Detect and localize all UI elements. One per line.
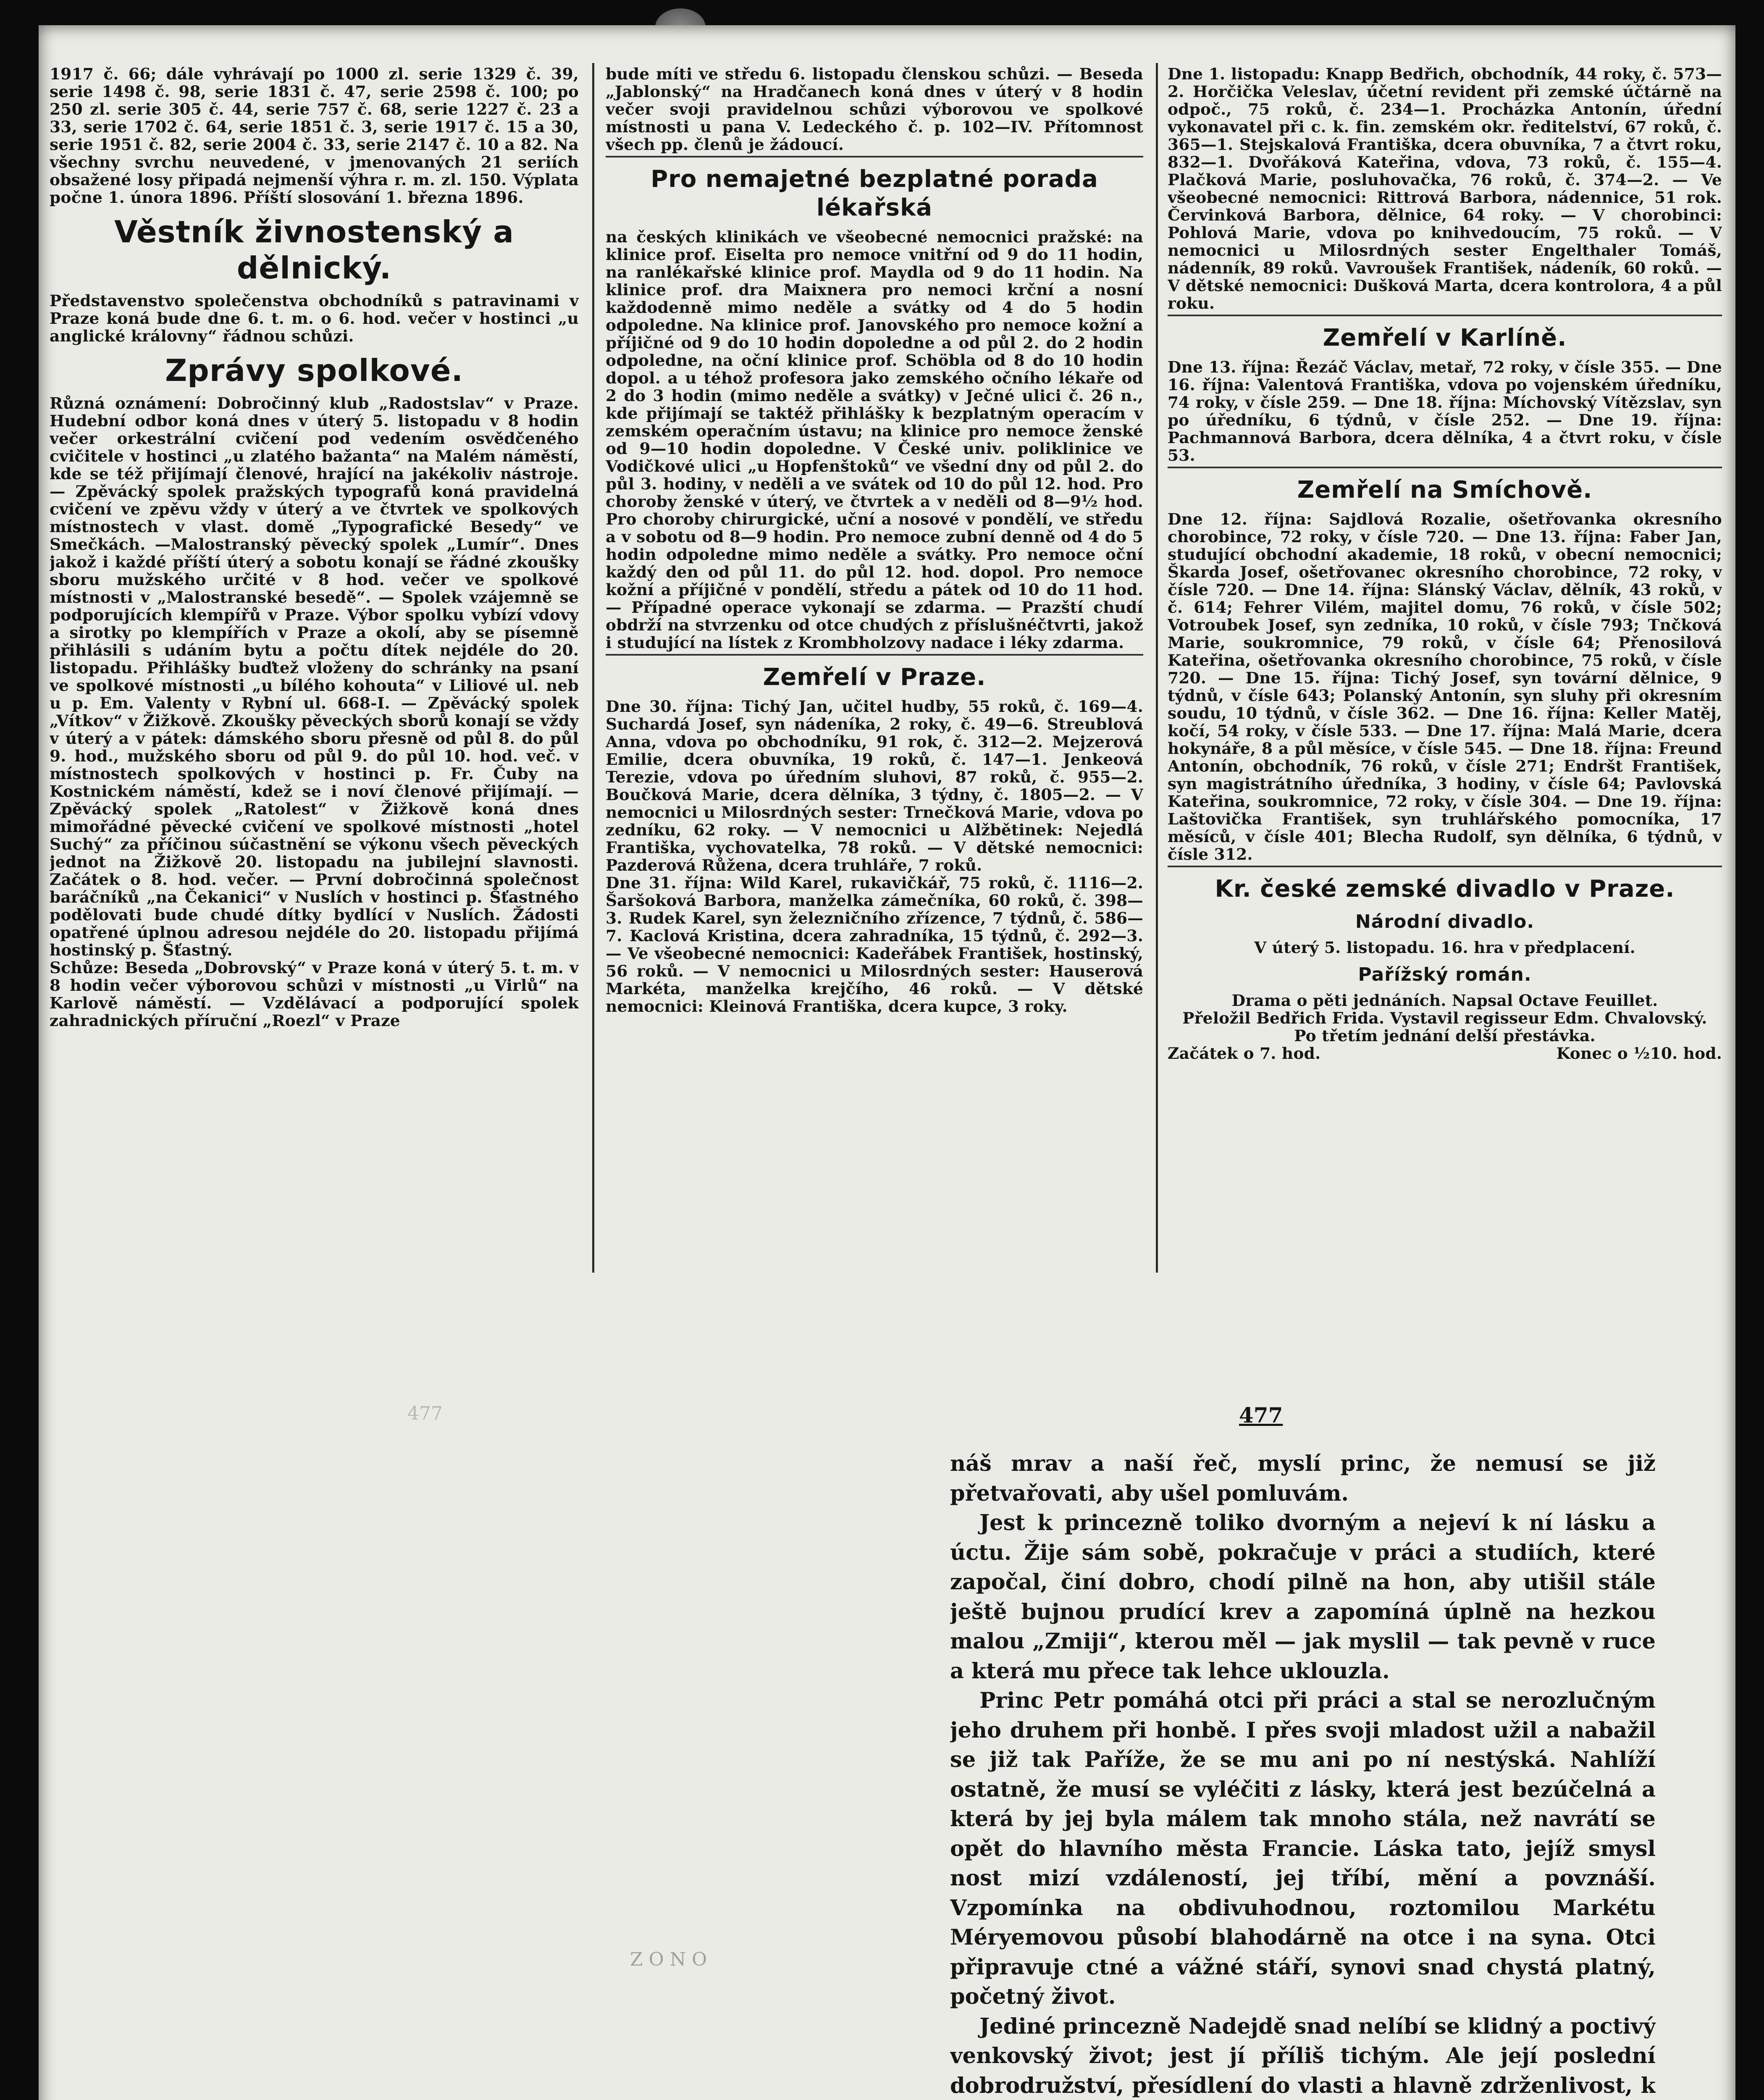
divider	[1168, 866, 1722, 867]
heading-play-title: Pařížský román.	[1358, 964, 1532, 985]
divider	[1168, 315, 1722, 316]
vestnik-paragraph: Představenstvo společenstva obchodníků s patravinami v Praze koná bude dne 6. t. m. o 6. hod. večer v hostinci „u anglické královny“ řádnou schůzi.	[50, 291, 579, 345]
clinic-paragraph: na českých klinikách ve všeobecné nemocnici pražské: na klinice prof. Eiselta pro nemoce vnitřní od 9 do 11 hodin, na ranlékařské klinice prof. Maydla od 9 do 11 hodin. Na klinice prof. dra Maixnera pro nemoci krční a nosní každodenně mimo neděle a svátky od 4 do 5 hodin odpoledne. Na klinice prof. Janovského pro nemoce kožní a příjičné od 9 do 10 hodin dopoledne a od půl 2. do 2 hodin odpoledne, na oční klinice prof. Schöbla od 8 do 10 hodin dopol. a u téhož profesora jako zemského očního lékaře od 2 do 3 hodin (mimo neděle a svátky) v Ječné ulici č. 26 n., kde přijímají se taktéž přihlášky k bezplatným operacím v zemském operačním ústavu; na klinice pro nemoce ženské od 9—10 hodin dopoledne. V České univ. poliklinice ve Vodičkové ulici „u Hopfenštoků“ ve všední dny od půl 2. do půl 3. hodiny, v neděli a ve svátek od 10 do půl 12. hod. Pro choroby ženské v úterý, ve čtvrtek a v neděli od 8—9½ hod. Pro choroby chirurgické, uční a nosové v pondělí, ve středu a v sobotu od 8—9 hodin. Pro nemoce zubní denně od 4 do 5 hodin odpoledne mimo neděle a svátky. Pro nemoce oční každý den od půl 11. do půl 12. hod. dopol. Pro nemoce kožní a příjičné v pondělí, středu a pátek od 10 do 11 hod. — Případné operace vykonají se zdarma. — Prazští chudí obdrží na stvrzenku od otce chudých z příslušnéčtvrti, jakož i studující na lístek z Krombholzovy nadace i léky zdarma.	[606, 228, 1143, 652]
bleed-through-mark: ZONO	[630, 1949, 713, 1970]
meetings-continued: bude míti ve středu 6. listopadu členskou schůzi. — Beseda „Jablonský“ na Hradčanech koná dnes v úterý v 8 hodin večer svoji pravidelnou schůzi výborovou ve spolkové místnosti u pana V. Ledeckého č. p. 102—IV. Přítomnost všech pp. členů je žádoucí.	[606, 65, 1143, 154]
story-paragraph: Jest k princezně toliko dvorným a nejeví k ní lásku a úctu. Žije sám sobě, pokračuje v práci a studiích, které započal, činí dobro, chodí pilně na hon, aby utišil stále ještě bujnou prudící krev a zapomíná úplně na hezkou malou „Zmiji“, kterou měl — jak myslil — tak pevně v ruce a která mu přece tak lehce uklouzla.	[950, 1510, 1656, 1684]
divider	[606, 654, 1143, 656]
heading-porada-lekarska: Pro nemajetné bezplatné porada lékařská	[651, 165, 1098, 221]
theatre-intermission: Po třetím jednání delší přestávka.	[1294, 1026, 1596, 1045]
theatre-start: Začátek o 7. hod.	[1168, 1044, 1321, 1063]
theatre-times	[1168, 1045, 1722, 1062]
deaths-karlin: Dne 13. října: Řezáč Václav, metař, 72 roky, v čísle 355. — Dne 16. října: Valentová Františka, vdova po vojenském úředníku, 74 roky, v čísle 259. — Dne 18. října: Míchovský Vítězslav, syn po úředníku, 6 týdnů, v čísle 252. — Dne 19. října: Pachmannová Barbora, dcera dělníka, 4 a čtvrt roku, v čísle 53.	[1168, 358, 1722, 465]
story-text	[950, 1449, 1656, 2100]
page-number: 477	[1239, 1403, 1283, 1428]
column-2	[606, 65, 1143, 1270]
heading-divadlo: Kr. české zemské divadlo v Praze.	[1215, 875, 1675, 903]
societies-paragraph: Různá oznámení: Dobročinný klub „Radostslav“ v Praze. Hudební odbor koná dnes v úterý 5. listopadu v 8 hodin večer orkestrální cvičení pod vedením osvědčeného cvičitele v hostinci „u zlatého bažanta“ na Malém náměstí, kde se též přijímají členové, hrající na jakékoliv nástroje. — Zpěvácký spolek pražských typografů koná pravidelná cvičení ve zpěvu vždy v úterý a ve čtvrtek ve spolkových místnostech v vlast. domě „Typografické Besedy“ ve Smečkách. —Malostranský pěvecký spolek „Lumír“. Dnes jakož i každé příští úterý a sobotu konají se řádné zkoušky sboru mužského určité v 8 hod. večer ve spolkové místnosti v „Malostranské besedě“. — Spolek vzájemně se podporujících klempířů v Praze. Výbor spolku vybízí vdovy a sirotky po klempířích v Praze a okolí, aby se písemně přihlásili s udáním bytu a počtu dítek nejdéle do 20. listopadu. Přihlášky buďtež vloženy do schránky na psaní ve spolkové místnosti „u bílého kohouta“ v Liliové ul. neb u p. Em. Valenty v Rybní ul. 668-I. — Zpěvácký spolek „Vítkov“ v Žižkově. Zkoušky pěveckých sborů konají se vždy v úterý a v pátek: dámského sboru přesně od půl 8. do půl 9. hod., mužského sboru od půl 9. do půl 10. hod. več. v místnostech spolkových v hostinci p. Fr. Čuby na Kostnickém náměstí, kdež se i noví členové přijímají. — Zpěvácký spolek „Ratolest“ v Žižkově koná dnes mimořádné pěvecké cvičení ve spolkové místnosti „hotel Suchý“ za příčinou súčastnění se výkonu všech pěveckých jednot na Žižkově 20. listopadu na jubilejní slavnosti. Začátek o 8. hod. večer. — První dobročinná společnost baráčníků „na Čekanici“ v Nuslích v hostinci p. Šťastného podělovati bude chudé dítky bydlící v Nuslích. Žádosti opatřené úplnou adresou nejdéle do 20. listopadu přijímá hostinský p. Šťastný.	[50, 394, 579, 959]
heading-zemreli-smichov: Zemřelí na Smíchově.	[1297, 476, 1593, 504]
deaths-oct30: Dne 30. října: Tichý Jan, učitel hudby, 55 roků, č. 169—4. Suchardá Josef, syn nádeníka, 2 roky, č. 49—6. Streublová Anna, vdova po obchodníku, 91 rok, č. 312—2. Mejzerová Emilie, dcera obuvníka, 19 roků, č. 147—1. Jenkeová Terezie, vdova po úředním sluhovi, 87 roků, č. 955—2. Boučková Marie, dcera dělníka, 3 týdny, č. 1805—2. — V nemocnici u Milosrdných sester: Trnečková Marie, vdova po zedníku, 62 roky. — V nemocnici u Alžbětinek: Nejedlá Františka, vychovatelka, 78 roků. — V dětské nemocnici: Pazderová Růžena, dcera truhláře, 7 roků.	[606, 697, 1143, 874]
deaths-oct31: Dne 31. října: Wild Karel, rukavičkář, 75 roků, č. 1116—2. Šaršoková Barbora, manželka zámečníka, 60 roků, č. 398—3. Rudek Karel, syn železničního zřízence, 7 týdnů, č. 586—7. Kaclová Kristina, dcera zahradníka, 15 týdnů, č. 292—3. — Ve všeobecné nemocnici: Kadeřábek František, hostinský, 56 roků. — V nemocnici u Milosrdných sester: Hauserová Markéta, manželka krejčího, 46 roků. — V dětské nemocnici: Kleinová Františka, dcera kupce, 3 roky.	[606, 874, 1143, 1016]
column-3	[1168, 65, 1722, 1270]
theatre-notice	[1168, 875, 1722, 1062]
divider	[1168, 467, 1722, 468]
theatre-translation: Přeložil Bedřich Frida. Vystavil regisseur Edm. Chvalovský.	[1182, 1009, 1707, 1027]
story-paragraph: náš mrav a naší řeč, myslí princ, že nemusí se již přetvařovati, aby ušel pomluvám.	[950, 1451, 1656, 1506]
story-paragraph: Princ Petr pomáhá otci při práci a stal se nerozlučným jeho druhem při honbě. I přes svoji mladost užil a nabažil se již tak Paříže, že se mu ani po ní nestýská. Nahlíží ostatně, že musí se vyléčiti z lásky, která jest bezúčelná a která by jej byla málem tak mnoho stála, než navrátí se opět do hlavního města Francie. Láska tato, jejíž smysl nost mizí vzdáleností, jej tříbí, mění a povznáší. Vzpomínka na obdivuhodnou, roztomilou Markétu Méryemovou působí blahodárně na otce i na syna. Otci připravuje ctné a vážné stáří, synovi snad chystá platný, početný život.	[950, 1688, 1656, 2009]
divider	[606, 156, 1143, 158]
heading-vestnik: Věstník živnostenský a dělnický.	[114, 214, 514, 286]
heading-zpravy-spolkove: Zprávy spolkové.	[165, 353, 463, 388]
bleed-through-text	[378, 1457, 882, 2100]
heading-zemreli-praha: Zemřelí v Praze.	[763, 664, 986, 691]
meetings-paragraph: Schůze: Beseda „Dobrovský“ v Praze koná v úterý 5. t. m. v 8 hodin večer výborovou schůzi v místnosti „u Virlů“ na Karlově náměstí. — Vzdělávací a podporující spolek zahradnických příruční „Roezl“ v Praze	[50, 958, 579, 1030]
deaths-smichov: Dne 12. října: Sajdlová Rozalie, ošetřovanka okresního chorobince, 72 roky, v čísle 720. — Dne 13. října: Faber Jan, studující obchodní akademie, 18 roků, v obecní nemocnici; Škarda Josef, ošetřovanec okresního chorobince, 72 roky, v čísle 720. — Dne 14. října: Slánský Václav, dělník, 43 roků, v č. 614; Fehrer Vilém, majitel domu, 76 roků, v čísle 502; Votroubek Josef, syn zedníka, 10 roků, v čísle 793; Tnčková Marie, soukromnice, 79 roků, v čísle 64; Přenosilová Kateřina, ošetřovanka okresního chorobince, 75 roků, v čísle 720. — Dne 15. října: Tichý Josef, syn tovární dělnice, 9 týdnů, v čísle 643; Polanský Antonín, syn sluhy při okresním soudu, 10 týdnů, v čísle 362. — Dne 16. října: Keller Matěj, kočí, 54 roky, v čísle 533. — Dne 17. října: Malá Marie, dcera hokynáře, 8 a půl měsíce, v čísle 545. — Dne 18. října: Freund Antonín, obchodník, 76 roků, v čísle 271; Endršt František, syn magistrátního úředníka, 3 hodiny, v čísle 64; Pavlovská Kateřina, soukromnice, 72 roky, v čísle 304. — Dne 19. října: Laštovička František, syn truhlářského pomocníka, 17 měsíců, v čísle 401; Blecha Rudolf, syn dělníka, 6 týdnů, v čísle 312.	[1168, 510, 1722, 864]
column-rule	[1156, 63, 1158, 1273]
theatre-drama: Drama o pěti jednáních. Napsal Octave Feuillet.	[1231, 991, 1658, 1010]
heading-zemreli-karlin: Zemřelí v Karlíně.	[1323, 324, 1567, 352]
deaths-nov1: Dne 1. listopadu: Knapp Bedřich, obchodník, 44 roky, č. 573—2. Horčička Veleslav, účetní revident při zemské účtárně na odpoč., 75 roků, č. 234—1. Procházka Antonín, úřední vykonavatel při c. k. fin. zemském okr. ředitelství, 67 roků, č. 365—1. Stejskalová Františka, dcera obuvníka, 7 a čtvrt roku, 832—1. Dvořáková Kateřina, vdova, 73 roků, č. 155—4. Plačková Marie, posluhovačka, 76 roků, č. 374—2. — Ve všeobecné nemocnici: Rittrová Barbora, nádennice, 51 rok. Červinková Barbora, dělnice, 64 roky. — V chorobinci: Pohlová Marie, vdova po knihvedoucím, 75 roků. — V nemocnici u Milosrdných sester Engelthaler Tomáš, nádenník, 89 roků. Vavroušek František, nádeník, 60 roků. — V dětské nemocnici: Dušková Marta, dcera kontrolora, 4 a půl roku.	[1168, 65, 1722, 312]
heading-narodni-divadlo: Národní divadlo.	[1355, 911, 1535, 932]
lottery-paragraph: 1917 č. 66; dále vyhrávají po 1000 zl. serie 1329 č. 39, serie 1498 č. 98, serie 1831 č. 47, serie 2598 č. 100; po 250 zl. serie 305 č. 44, serie 757 č. 68, serie 1227 č. 23 a 33, serie 1702 č. 64, serie 1851 č. 3, serie 1917 č. 15 a 30, serie 1951 č. 82, serie 2004 č. 33, serie 2147 č. 10 a 82. Na všechny svrchu neuvedené, v jmenovaných 21 seriích obsažené losy připadá nejmenší výhra r. m. zl. 150. Výplata počne 1. února 1896. Příští slosování 1. března 1896.	[50, 65, 579, 207]
theatre-date: V úterý 5. listopadu. 16. hra v předplacení.	[1254, 938, 1635, 957]
column-1	[50, 65, 579, 1270]
story-paragraph: Jediné princezně Nadejdě snad nelíbí se klidný a poctivý venkovský život; jest jí příliš tichým. Ale její poslední dobrodružství, přesídlení do vlasti a hlavně zdrženlivost, k	[950, 2013, 1656, 2098]
bleed-through-page-number: 477	[407, 1403, 443, 1424]
theatre-end: Konec o ½10. hod.	[1556, 1044, 1722, 1063]
column-rule	[592, 63, 594, 1273]
